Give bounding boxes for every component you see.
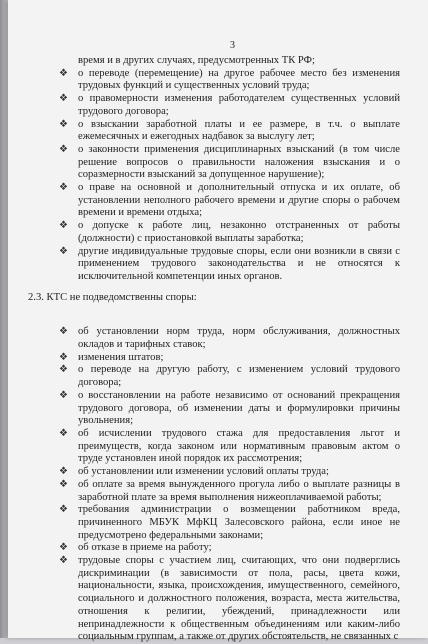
list-item-text: о праве на основной и дополнительный отпуска и их оплате, об установлении неполного рабочего времени и другие споры о рабочем времени и времени отдыха; xyxy=(78,182,400,219)
list-cognizable-disputes xyxy=(58,68,400,284)
list-item-text: об установлении норм труда, норм обслуживания, должностных окладов и тарифных ставок; xyxy=(78,326,400,351)
list-item-text: об оплате за время вынужденного прогула либо о выплате разницы в заработной плате за время выполнения нижеоплачиваемой работы; xyxy=(78,478,400,503)
diamond-bullet-icon: ❖ xyxy=(59,220,68,232)
list-item xyxy=(58,246,400,284)
diamond-bullet-icon: ❖ xyxy=(59,427,68,439)
list-item-text: трудовые споры с участием лиц, считающих, что они подверглись дискриминации (в зависимости от пола, расы, цвета кожи, национальности, языка, происхождения, имущественного, семейного, социального и должностного положения, возраста, места жительства, отношения к религии, убеждений, принадлежности или непринадлежности к общественным объединениям или каким-либо социальным группам, а также от других обстоятельств, не связанных с xyxy=(78,555,400,643)
page-edge-shadow xyxy=(0,0,8,638)
list-item xyxy=(58,326,400,351)
list-item-text: о восстановлении на работе независимо от оснований прекращения трудового договора, об изменении даты и формулировки причины увольнения; xyxy=(78,389,400,427)
top-fragment: время и в других случаях, предусмотренных ТК РФ; xyxy=(78,55,315,66)
list-item xyxy=(58,555,400,644)
list-item-text: о переводе (перемещение) на другое рабочее место без изменения трудовых функций и существенных условий труда; xyxy=(78,67,400,92)
list-item xyxy=(58,428,400,466)
list-item-text: об установлении или изменении условий оплаты труда; xyxy=(78,466,329,478)
list-item-text: о взыскании заработной платы и ее размере, в т.ч. о выплате ежемесячных и ежегодных надбавок за выслугу лет; xyxy=(78,118,400,143)
diamond-bullet-icon: ❖ xyxy=(59,118,68,130)
section-2-3-intro: 2.3. КТС не подведомственны споры: xyxy=(28,291,197,303)
list-item xyxy=(58,542,400,555)
list-item xyxy=(58,144,400,182)
diamond-bullet-icon: ❖ xyxy=(59,478,68,490)
diamond-bullet-icon: ❖ xyxy=(59,93,68,105)
diamond-bullet-icon: ❖ xyxy=(59,351,68,363)
diamond-bullet-icon: ❖ xyxy=(59,542,68,554)
diamond-bullet-icon: ❖ xyxy=(59,67,68,79)
diamond-bullet-icon: ❖ xyxy=(59,504,68,516)
list-item xyxy=(58,182,400,220)
list-item-text: изменения штатов; xyxy=(78,351,164,363)
diamond-bullet-icon: ❖ xyxy=(59,555,68,567)
list-item-text: о допуске к работе лиц, незаконно отстраненных от работы (должности) с приостановкой выплаты заработка; xyxy=(78,220,400,244)
list-item xyxy=(58,220,400,245)
diamond-bullet-icon: ❖ xyxy=(59,182,68,194)
list-item xyxy=(58,466,400,479)
list-item xyxy=(58,479,400,504)
list-item xyxy=(58,68,400,93)
diamond-bullet-icon: ❖ xyxy=(59,326,68,338)
list-item xyxy=(58,390,400,428)
diamond-bullet-icon: ❖ xyxy=(59,389,68,401)
list-non-cognizable-disputes xyxy=(58,326,400,644)
list-item xyxy=(58,93,400,118)
diamond-bullet-icon: ❖ xyxy=(59,364,68,376)
list-item xyxy=(58,364,400,389)
list-item-text: требования администрации о возмещении работником вреда, причиненного МБУК МфКЦ Залесовского района, если иное не предусмотрено федеральными законами; xyxy=(78,504,400,541)
list-item-text: другие индивидуальные трудовые споры, если они возникли в связи с применением трудового законодательства и не относятся к исключительной компетенции иных органов. xyxy=(78,245,400,282)
list-item-text: об отказе в приеме на работу; xyxy=(78,542,212,554)
document-body xyxy=(28,55,400,644)
diamond-bullet-icon: ❖ xyxy=(59,466,68,478)
list-item-text: о переводе на другую работу, с изменением условий трудового договора; xyxy=(78,364,400,389)
diamond-bullet-icon: ❖ xyxy=(59,143,68,155)
page-number: 3 xyxy=(230,40,235,51)
diamond-bullet-icon: ❖ xyxy=(59,245,68,257)
list-item xyxy=(58,504,400,542)
list-item-text: об исчислении трудового стажа для предоставления льгот и преимуществ, когда законом или нормативным правовым актом о труде установлен иной порядок их рассмотрения; xyxy=(78,427,400,465)
list-item-text: о законности применения дисциплинарных взысканий (в том числе решение вопросов о правильности наложения взыскания и о соразмерности взысканий за допущенное нарушение); xyxy=(78,143,400,181)
list-item-text: о правомерности изменения работодателем существенных условий трудового договора; xyxy=(78,93,400,117)
list-item xyxy=(58,352,400,365)
list-item xyxy=(58,119,400,144)
